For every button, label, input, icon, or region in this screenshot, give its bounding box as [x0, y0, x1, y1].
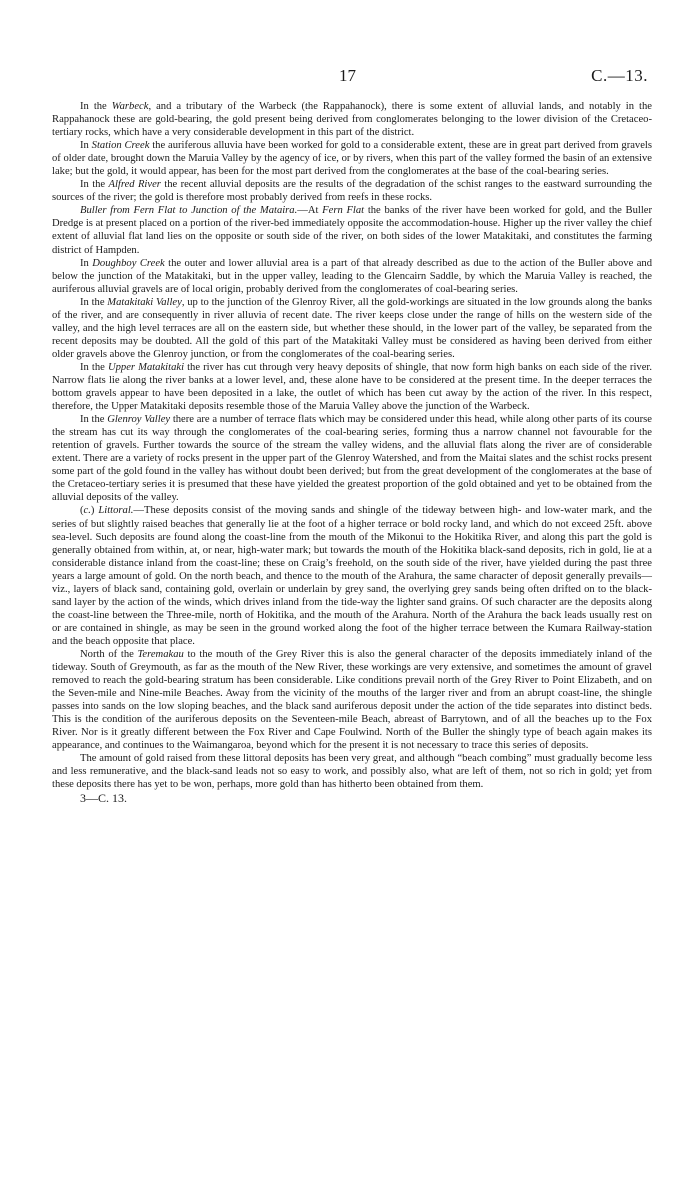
- paragraph-littoral: (c.) Littoral.—These deposits consist of the moving sands and shingle of the tideway between high- and low-water mark, and the series of but slightly raised beaches that generally lie at the foot of a higher terrace or bold rocky land, and which do not exceed 25ft. above sea-level. Such deposits are found along the coast-line from the mouth of the Mikonui to the Hokitika River, and along this part the gold is generally obtained from within, at, or near, high-water mark; but towards the mouth of the Hokitika black-sand deposits, rich in gold, lie at a considerable distance inland from the coast-line; these on Craig’s freehold, on the south side of the river, have yielded during the past three years a large amount of gold. On the north beach, and thence to the mouth of the Arahura, the same character of deposit generally prevails—viz., layers of black sand, containing gold, overlain or underlain by grey sand, the overlying grey sands being often drifted on to the black-sand layer by the action of the winds, which drives inland from the tide-way the lighter sand grains. Of such character are the deposits along the coast-line between the Three-mile, north of Hokitika, and the mouth of the Arahura. North of the Arahura the back leads usually rest on or are contained in shingle, as may be seen in the ground worked along the foot of the higher terrace between the Kumara Railway-station and the beach opposite that place.: [52, 505, 652, 647]
- paragraph-teremakau: North of the Teremakau to the mouth of the Grey River this is also the general character of the deposits immediately inland of the tideway. South of Greymouth, as far as the mouth of the New River, these workings are very extensive, and sometimes the amount of gravel removed to reach the gold-bearing stratum has been considerable. Like conditions prevail north of the Grey River to Point Elizabeth, and on the Seven-mile and Nine-mile Beaches. Away from the vicinity of the mouths of the larger river and from an abrupt coast-line, the shingle passes into sands on the low sloping beaches, and the black sand auriferous deposit under the action of the tide separates into distinct beds. This is the condition of the auriferous deposits on the Seventeen-mile Beach, abreast of Barrytown, and of all the beaches up to the Fox River. Nor is it greatly different between the Fox River and Cape Foulwind. North of the Buller the shingly type of beach again makes its appearance, and continues to the Waimangaroa, beyond which for the present it is not necessary to trace this series of deposits.: [52, 648, 652, 752]
- paragraph-matakitaki-valley: In the Matakitaki Valley, up to the junction of the Glenroy River, all the gold-workings are situated in the low grounds along the banks of the river, and are consequently in river alluvia of recent date. The river keeps close under the range of hills on the western side of the valley, and the high level terraces are all on the eastern side, but whether these should, in the lower part of the valley, be separated from the recent deposits may be doubted. All the gold of this part of the Matakitaki Valley must be considered as having been derived from either older gravels above the Glenroy junction, or from the conglomerates of the coal-bearing series.: [52, 296, 652, 360]
- paragraph-doughboy-creek: In Doughboy Creek the outer and lower alluvial area is a part of that already described as due to the action of the Buller above and below the junction of the Matakitaki, but in the upper valley, leading to the Glencairn Saddle, by which the Maruia Valley is reached, the auriferous alluvial gravels are of local origin, probably derived from the conglomerates of coal-bearing series.: [52, 257, 652, 295]
- body-text: [52, 100, 652, 806]
- paragraph-conclusion: The amount of gold raised from these littoral deposits has been very great, and although “beach combing” must gradually become less and less remunerative, and the black-sand leads not so easy to work, and possibly also, what are left of them, not so rich in gold; yet from these deposits there has yet to be won, perhaps, more gold than has hitherto been obtained from them.: [52, 753, 652, 791]
- paragraph-warbeck: In the Warbeck, and a tributary of the Warbeck (the Rappahanock), there is some extent of alluvial lands, and notably in the Rappahanock these are gold-bearing, the gold present being derived from conglomerates belonging to the lower division of the Cretaceo-tertiary rocks, which have a very considerable development in this part of the district.: [52, 101, 652, 139]
- paragraph-upper-matakitaki: In the Upper Matakitaki the river has cut through very heavy deposits of shingle, that now form high banks on each side of the river. Narrow flats lie along the river banks at a lower level, and, these alone have to be considered at the present time. In the deeper terraces the bottom gravels appear to have been deposited in a lake, the outlet of which has been cut away by the action of the river. In this respect, therefore, the Upper Matakitaki deposits resemble those of the Maruia Valley above the junction of the Warbeck.: [52, 361, 652, 413]
- paragraph-alfred-river: In the Alfred River the recent alluvial deposits are the results of the degradation of the schist ranges to the eastward surrounding the sources of the river; the gold is therefore most probably derived from reefs in these rocks.: [52, 179, 652, 204]
- signature-mark: 3—C. 13.: [80, 791, 128, 806]
- paragraph-station-creek: In Station Creek the auriferous alluvia have been worked for gold to a considerable extent, these are in great part derived from gravels of older date, brought down the Maruia Valley by the agency of ice, or by rivers, when this part of the valley formed the basin of an extensive lake; but the gold, it would appear, has been for the most part derived from the conglomerates at the base of the coal-bearing series.: [52, 140, 652, 178]
- page-number: 17: [339, 66, 356, 85]
- paragraph-buller: Buller from Fern Flat to Junction of the Mataira.—At Fern Flat the banks of the river have been worked for gold, and the Buller Dredge is at present placed on a portion of the river-bed immediately opposite the accommodation-house. Higher up the river valley the chief extent of alluvial flat land lies on the opposite or south side of the river, on both sides of the lower Matakitaki, and constitutes the farming district of Hampden.: [52, 205, 652, 256]
- paragraph-glenroy-valley: In the Glenroy Valley there are a number of terrace flats which may be considered under this head, while along other parts of its course the stream has cut its way through the conglomerates of the coal-bearing series, forming thus a narrow channel not favourable for the retention of gravels. Further towards the source of the stream the valley widens, and the alluvial flats along the river are of considerable extent. There are a variety of rocks present in the upper part of the Glenroy Watershed, and from the Maitai slates and the schist rocks present some part of the gold found in the valley has without doubt been derived; but from the great development of the conglomerates at the base of the Cretaceo-tertiary series it is presumed that these have yielded the greatest proportion of the gold obtained and yet to be obtained from the alluvial deposits of the valley.: [52, 414, 652, 504]
- page-header: [0, 66, 700, 90]
- document-code: C.—13.: [591, 66, 648, 85]
